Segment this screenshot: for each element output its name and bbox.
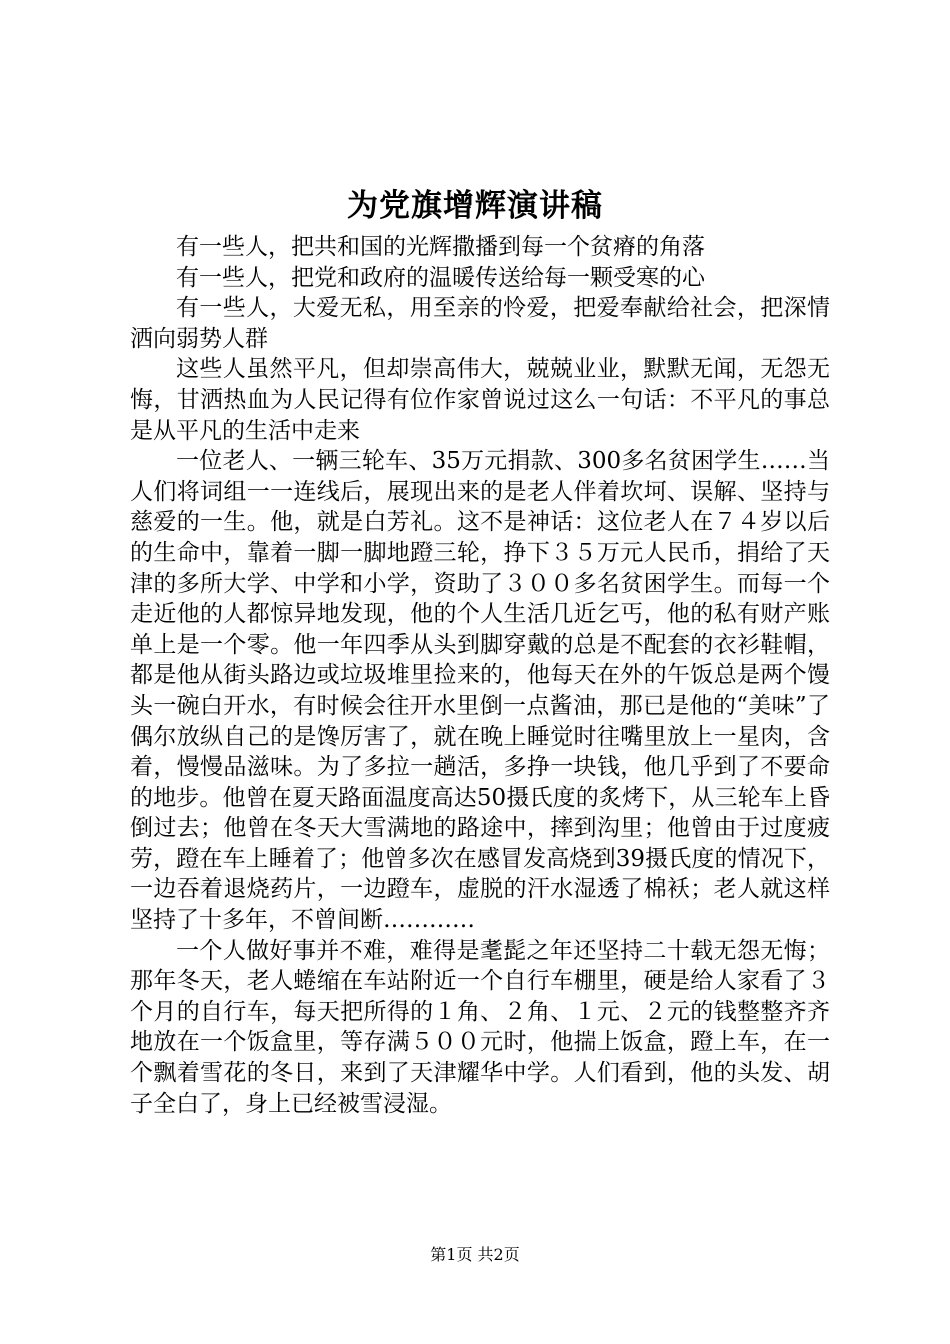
paragraph-5: 一位老人、一辆三轮车、35万元捐款、300多名贫困学生……当人们将词组一一连线后，展现出来的是老人伴着坎坷、误解、坚持与慈爱的一生。他，就是白芳礼。这不是神话：这位老人在７４岁以后的生命中，靠着一脚一脚地蹬三轮，挣下３５万元人民币，捐给了天津的多所大学、中学和小学，资助了３００多名贫困学生。而每一个走近他的人都惊异地发现，他的个人生活几近乞丐，他的私有财产账单上是一个零。他一年四季从头到脚穿戴的总是不配套的衣衫鞋帽，都是他从街头路边或垃圾堆里捡来的，他每天在外的午饭总是两个馒头一碗白开水，有时候会往开水里倒一点酱油，那已是他的“美味”了偶尔放纵自己的是馋厉害了，就在晚上睡觉时往嘴里放上一星肉，含着，慢慢品滋味。为了多拉一趟活，多挣一块钱，他几乎到了不要命的地步。他曾在夏天路面温度高达50摄氏度的炙烤下，从三轮车上昏倒过去；他曾在冬天大雪满地的路途中，摔到沟里；他曾由于过度疲劳，蹬在车上睡着了；他曾多次在感冒发高烧到39摄氏度的情况下，一边吞着退烧药片，一边蹬车，虚脱的汗水湿透了棉袄；老人就这样坚持了十多年，不曾间断………… [130,448,830,934]
paragraph-4: 这些人虽然平凡，但却崇高伟大，兢兢业业，默默无闻，无怨无悔，甘洒热血为人民记得有位作家曾说过这么一句话：不平凡的事总是从平凡的生活中走来 [130,356,830,444]
paragraph-6: 一个人做好事并不难，难得是耄髭之年还坚持二十载无怨无悔；那年冬天，老人蜷缩在车站附近一个自行车棚里，硬是给人家看了３个月的自行车，每天把所得的１角、２角、１元、２元的钱整整齐齐地放在一个饭盒里，等存满５００元时，他揣上饭盒，蹬上车，在一个飘着雪花的冬日，来到了天津耀华中学。人们看到，他的头发、胡子全白了，身上已经被雪浸湿。 [130,937,830,1117]
document-title: 为党旗增辉演讲稿 [347,188,603,224]
document-body [130,232,830,1119]
paragraph-3: 有一些人，大爱无私，用至亲的怜爱，把爱奉献给社会，把深情洒向弱势人群 [130,295,830,352]
paragraph-2: 有一些人，把党和政府的温暖传送给每一颗受寒的心 [176,264,705,291]
page-footer: 第1页 共2页 [430,1245,520,1264]
paragraph-1: 有一些人，把共和国的光辉撒播到每一个贫瘠的角落 [176,234,705,260]
